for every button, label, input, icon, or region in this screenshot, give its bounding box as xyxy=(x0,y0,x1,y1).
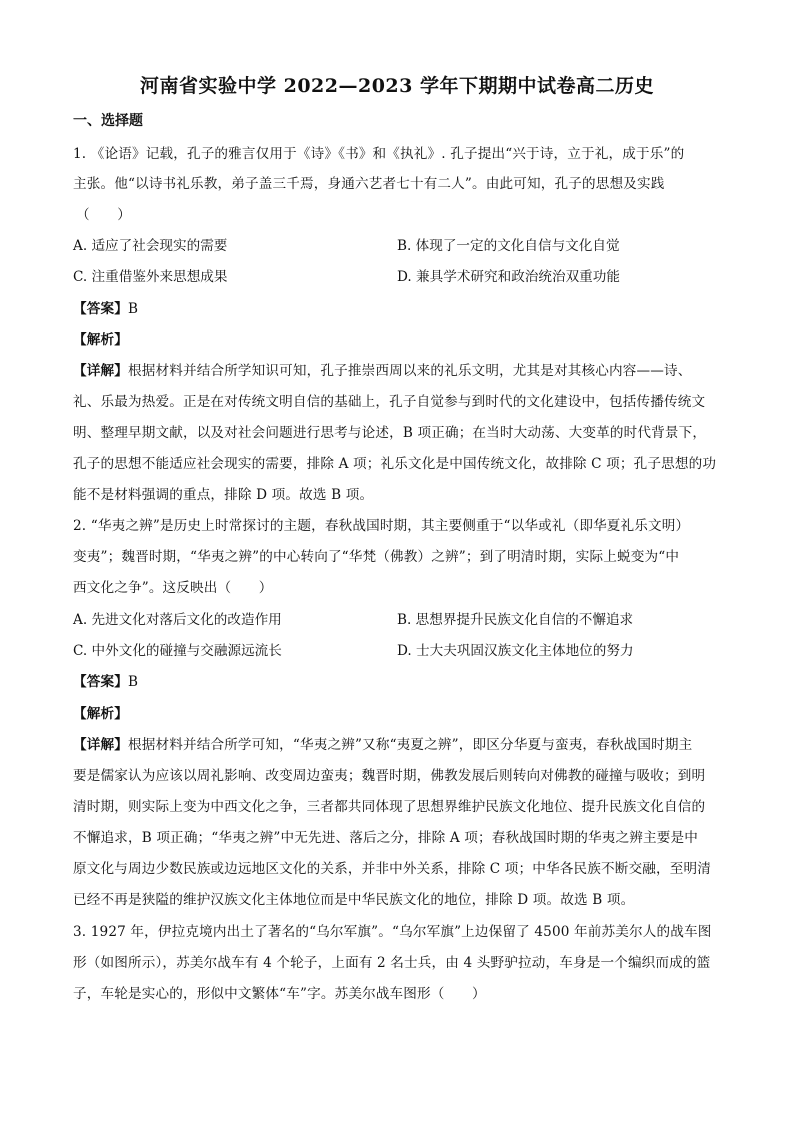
q1-answer-blank: （ ） xyxy=(76,207,131,223)
q1-detail-line: 明、整理早期文献，以及对社会问题进行思考与论述，B 项正确；在当时大动荡、大变革的时代背景下， xyxy=(73,425,707,441)
q2-stem-line: 变夷”；魏晋时期，“华夷之辨”的中心转向了“华梵（佛教）之辨”；到了明清时期，实际上蜕变为“中 xyxy=(73,549,680,565)
q1-option-a: A. 适应了社会现实的需要 xyxy=(73,238,228,254)
q2-detail-line xyxy=(73,733,692,753)
q3-stem-line: 3. 1927 年，伊拉克境内出土了著名的“乌尔军旗”。“乌尔军旗”上边保留了 4500 年前苏美尔人的战车图 xyxy=(73,924,712,940)
q1-option-b: B. 体现了一定的文化自信与文化自觉 xyxy=(397,238,620,254)
q2-detail-line: 不懈追求，B 项正确；“华夷之辨”中无先进、落后之分，排除 A 项；春秋战国时期的华夷之辨主要是中 xyxy=(73,830,698,846)
q1-option-c: C. 注重借鉴外来思想成果 xyxy=(73,269,228,285)
q3-stem-line: 子，车轮是实心的，形似中文繁体“车”字。苏美尔战车图形（ ） xyxy=(73,986,486,1002)
section-heading: 一、选择题 xyxy=(73,113,143,129)
q2-option-c: C. 中外文化的碰撞与交融源远流长 xyxy=(73,643,282,659)
q2-answer xyxy=(73,670,138,690)
q3-stem-line: 形（如图所示），苏美尔战车有 4 个轮子，上面有 2 名士兵，由 4 头野驴拉动，车身是一个编织而成的篮 xyxy=(73,955,711,971)
q1-detail-line: 孔子的思想不能适应社会现实的需要，排除 A 项；礼乐文化是中国传统文化，故排除 C 项；孔子思想的功 xyxy=(73,456,717,472)
q2-detail-line: 已经不再是狭隘的维护汉族文化主体地位而是中华民族文化的地位，排除 D 项。故选 B 项。 xyxy=(73,892,635,908)
detail-text: 根据材料并结合所学可知，“华夷之辨”又称“夷夏之辨”，即区分华夏与蛮夷，春秋战国时期主 xyxy=(127,737,693,753)
q2-detail-line: 要是儒家认为应该以周礼影响、改变周边蛮夷；魏晋时期，佛教发展后则转向对佛教的碰撞与吸收；到明 xyxy=(73,768,706,784)
answer-label: 【答案】 xyxy=(73,674,128,690)
q2-detail-line: 清时期，则实际上变为中西文化之争，三者都共同体现了思想界维护民族文化地位、提升民族文化自信的 xyxy=(73,799,706,815)
detail-text: 根据材料并结合所学知识可知，孔子推崇西周以来的礼乐文明，尤其是对其核心内容——诗、 xyxy=(127,363,692,379)
q2-analysis-label: 【解析】 xyxy=(73,706,128,722)
q2-option-a: A. 先进文化对落后文化的改造作用 xyxy=(73,612,282,628)
answer-label: 【答案】 xyxy=(73,301,128,317)
q1-detail-line: 礼、乐最为热爱。正是在对传统文明自信的基础上，孔子自觉参与到时代的文化建设中，包括传播传统文 xyxy=(73,394,706,410)
q1-answer xyxy=(73,297,138,317)
q1-detail-line xyxy=(73,359,691,379)
q2-option-b: B. 思想界提升民族文化自信的不懈追求 xyxy=(397,612,634,628)
q1-analysis-label: 【解析】 xyxy=(73,332,128,348)
q2-option-d: D. 士大夫巩固汉族文化主体地位的努力 xyxy=(397,643,634,659)
q1-stem-line: 主张。他“以诗书礼乐教，弟子盖三千焉，身通六艺者七十有二人”。由此可知，孔子的思想及实践 xyxy=(73,176,665,192)
page-title: 河南省实验中学 2022—2023 学年下期期中试卷高二历史 xyxy=(140,75,654,97)
q2-stem-line: 2. “华夷之辨”是历史上时常探讨的主题，春秋战国时期，其主要侧重于“以华或礼（即华夏礼乐文明） xyxy=(73,518,690,534)
detail-label: 【详解】 xyxy=(73,363,128,379)
detail-label: 【详解】 xyxy=(73,737,128,753)
q2-detail-line: 原文化与周边少数民族或边远地区文化的关系，并非中外关系，排除 C 项；中华各民族不断交融，至明清 xyxy=(73,861,711,877)
q1-detail-line: 能不是材料强调的重点，排除 D 项。故选 B 项。 xyxy=(73,487,374,503)
answer-value: B xyxy=(127,674,139,690)
q1-stem-line: 1. 《论语》记载，孔子的雅言仅用于《诗》《书》和《执礼》. 孔子提出“兴于诗，立于礼，成于乐”的 xyxy=(73,146,685,162)
answer-value: B xyxy=(127,301,139,317)
q1-option-d: D. 兼具学术研究和政治统治双重功能 xyxy=(397,269,620,285)
q2-stem-line: 西文化之争”。这反映出（ ） xyxy=(73,580,273,596)
